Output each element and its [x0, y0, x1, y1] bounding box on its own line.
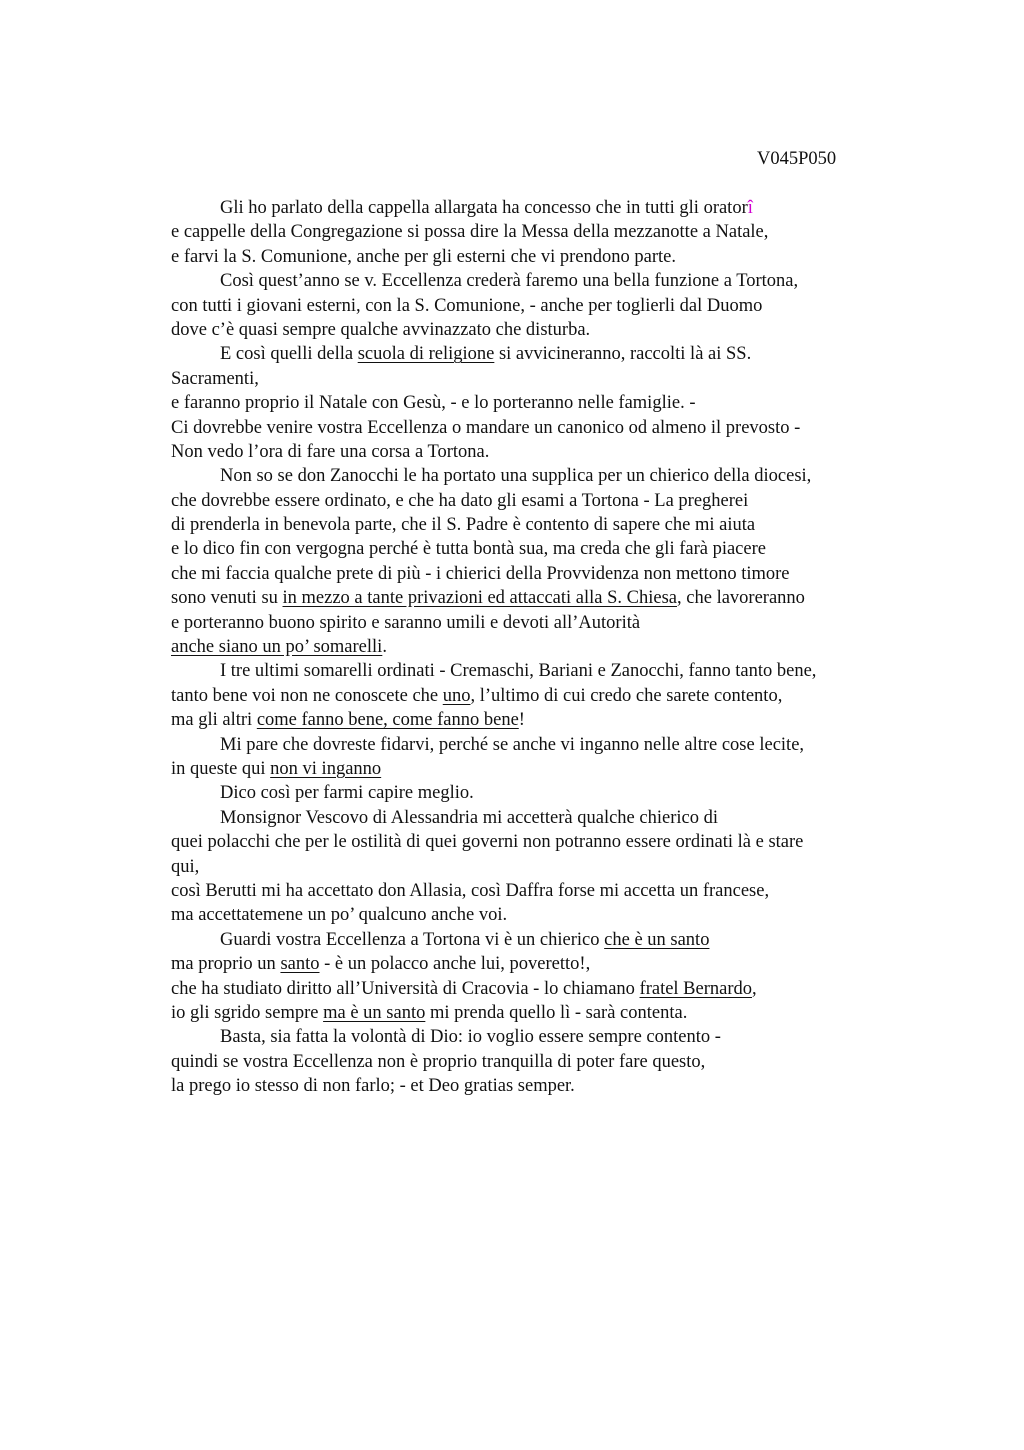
text-line — [171, 757, 891, 781]
text-line: la prego io stesso di non farlo; - et Deo gratias semper. — [171, 1076, 575, 1097]
underlined-phrase: che è un santo — [604, 929, 710, 950]
text-line: e lo dico fin con vergogna perché è tutta bontà sua, ma creda che gli farà piacere — [171, 539, 766, 560]
text-line — [171, 196, 891, 220]
underlined-phrase: anche siano un po’ somarelli — [171, 637, 383, 658]
text-line: qui, — [171, 856, 200, 877]
text-line: Ci dovrebbe venire vostra Eccellenza o mandare un canonico od almeno il prevosto - — [171, 417, 801, 438]
text-line: e farvi la S. Comunione, anche per gli esterni che vi prendono parte. — [171, 246, 676, 267]
text-line — [171, 952, 891, 976]
text-line: e porteranno buono spirito e saranno umili e devoti all’Autorità — [171, 612, 641, 633]
text-span: - è un polacco anche lui, poveretto!, — [319, 954, 591, 975]
text-span: si avvicineranno, raccolti là ai SS. — [494, 344, 752, 365]
text-line: che dovrebbe essere ordinato, e che ha dato gli esami a Tortona - La pregherei — [171, 490, 749, 511]
text-span: , l’ultimo di cui credo che sarete contento, — [470, 685, 783, 706]
underlined-phrase: non vi inganno — [270, 758, 382, 779]
text-line: con tutti i giovani esterni, con la S. Comunione, - anche per toglierli dal Duomo — [171, 295, 763, 316]
letter-body — [171, 196, 891, 1098]
text-span: ma gli altri — [171, 710, 257, 731]
text-line: Sacramenti, — [171, 368, 259, 389]
text-span: . — [382, 637, 387, 658]
underlined-phrase: come fanno bene, come fanno bene — [256, 710, 519, 731]
underlined-phrase: fratel Bernardo — [639, 978, 753, 999]
text-line: Non vedo l’ora di fare una corsa a Tortona. — [171, 441, 490, 462]
text-line: Mi pare che dovreste fidarvi, perché se anche vi inganno nelle altre cose lecite, — [220, 734, 805, 755]
underlined-phrase: ma è un santo — [323, 1002, 426, 1023]
text-line: ma accettatemene un po’ qualcuno anche voi. — [171, 905, 508, 926]
text-line: quei polacchi che per le ostilità di quei governi non potranno essere ordinati là e stare — [171, 832, 804, 853]
highlighted-character: î — [747, 198, 753, 218]
text-span: , — [752, 978, 757, 999]
text-line — [171, 1001, 891, 1025]
text-line: che mi faccia qualche prete di più - i chierici della Provvidenza non mettono timore — [171, 563, 790, 584]
text-line — [171, 635, 891, 659]
text-span: io gli sgrido sempre — [171, 1002, 324, 1023]
text-span: Gli ho parlato della cappella allargata ha concesso che in tutti gli orator — [220, 198, 748, 218]
text-line: così Berutti mi ha accettato don Allasia, così Daffra forse mi accetta un francese, — [171, 880, 770, 901]
page-identifier: V045P050 — [757, 149, 837, 169]
text-line: Non so se don Zanocchi le ha portato una supplica per un chierico della diocesi, — [220, 466, 812, 487]
underlined-phrase: in mezzo a tante privazioni ed attaccati alla S. Chiesa — [282, 588, 678, 609]
text-span: ! — [518, 710, 525, 731]
text-line — [171, 977, 891, 1001]
text-line: Basta, sia fatta la volontà di Dio: io voglio essere sempre contento - — [220, 1027, 721, 1048]
text-span: mi prenda quello lì - sarà contenta. — [425, 1002, 688, 1023]
text-line: quindi se vostra Eccellenza non è proprio tranquilla di poter fare questo, — [171, 1051, 706, 1072]
text-span: E così quelli della — [220, 344, 358, 365]
text-line: e cappelle della Congregazione si possa dire la Messa della mezzanotte a Natale, — [171, 222, 769, 243]
text-span: ma proprio un — [171, 954, 281, 975]
underlined-phrase: scuola di religione — [357, 344, 495, 365]
text-line: dove c’è quasi sempre qualche avvinazzato che disturba. — [171, 319, 591, 340]
text-line: Così quest’anno se v. Eccellenza crederà faremo una bella funzione a Tortona, — [220, 271, 799, 292]
text-line — [171, 928, 891, 952]
text-line: e faranno proprio il Natale con Gesù, - e lo porteranno nelle famiglie. - — [171, 393, 696, 414]
text-line: I tre ultimi somarelli ordinati - Cremaschi, Bariani e Zanocchi, fanno tanto bene, — [220, 661, 817, 682]
text-line — [171, 342, 891, 366]
text-line — [171, 708, 891, 732]
text-span: che ha studiato diritto all’Università di Cracovia - lo chiamano — [171, 978, 640, 999]
text-span: Guardi vostra Eccellenza a Tortona vi è un chierico — [220, 929, 605, 950]
text-span: , che lavoreranno — [677, 588, 805, 609]
text-span: tanto bene voi non ne conoscete che — [171, 685, 443, 706]
underlined-phrase: santo — [280, 954, 320, 975]
text-line: Dico così per farmi capire meglio. — [220, 783, 474, 804]
text-span: in queste qui — [171, 758, 271, 779]
text-line — [171, 684, 891, 708]
text-line — [171, 586, 891, 610]
text-line: di prenderla in benevola parte, che il S. Padre è contento di sapere che mi aiuta — [171, 515, 756, 536]
text-line: Monsignor Vescovo di Alessandria mi accetterà qualche chierico di — [220, 807, 718, 828]
underlined-phrase: uno — [442, 685, 471, 706]
text-span: sono venuti su — [171, 588, 283, 609]
